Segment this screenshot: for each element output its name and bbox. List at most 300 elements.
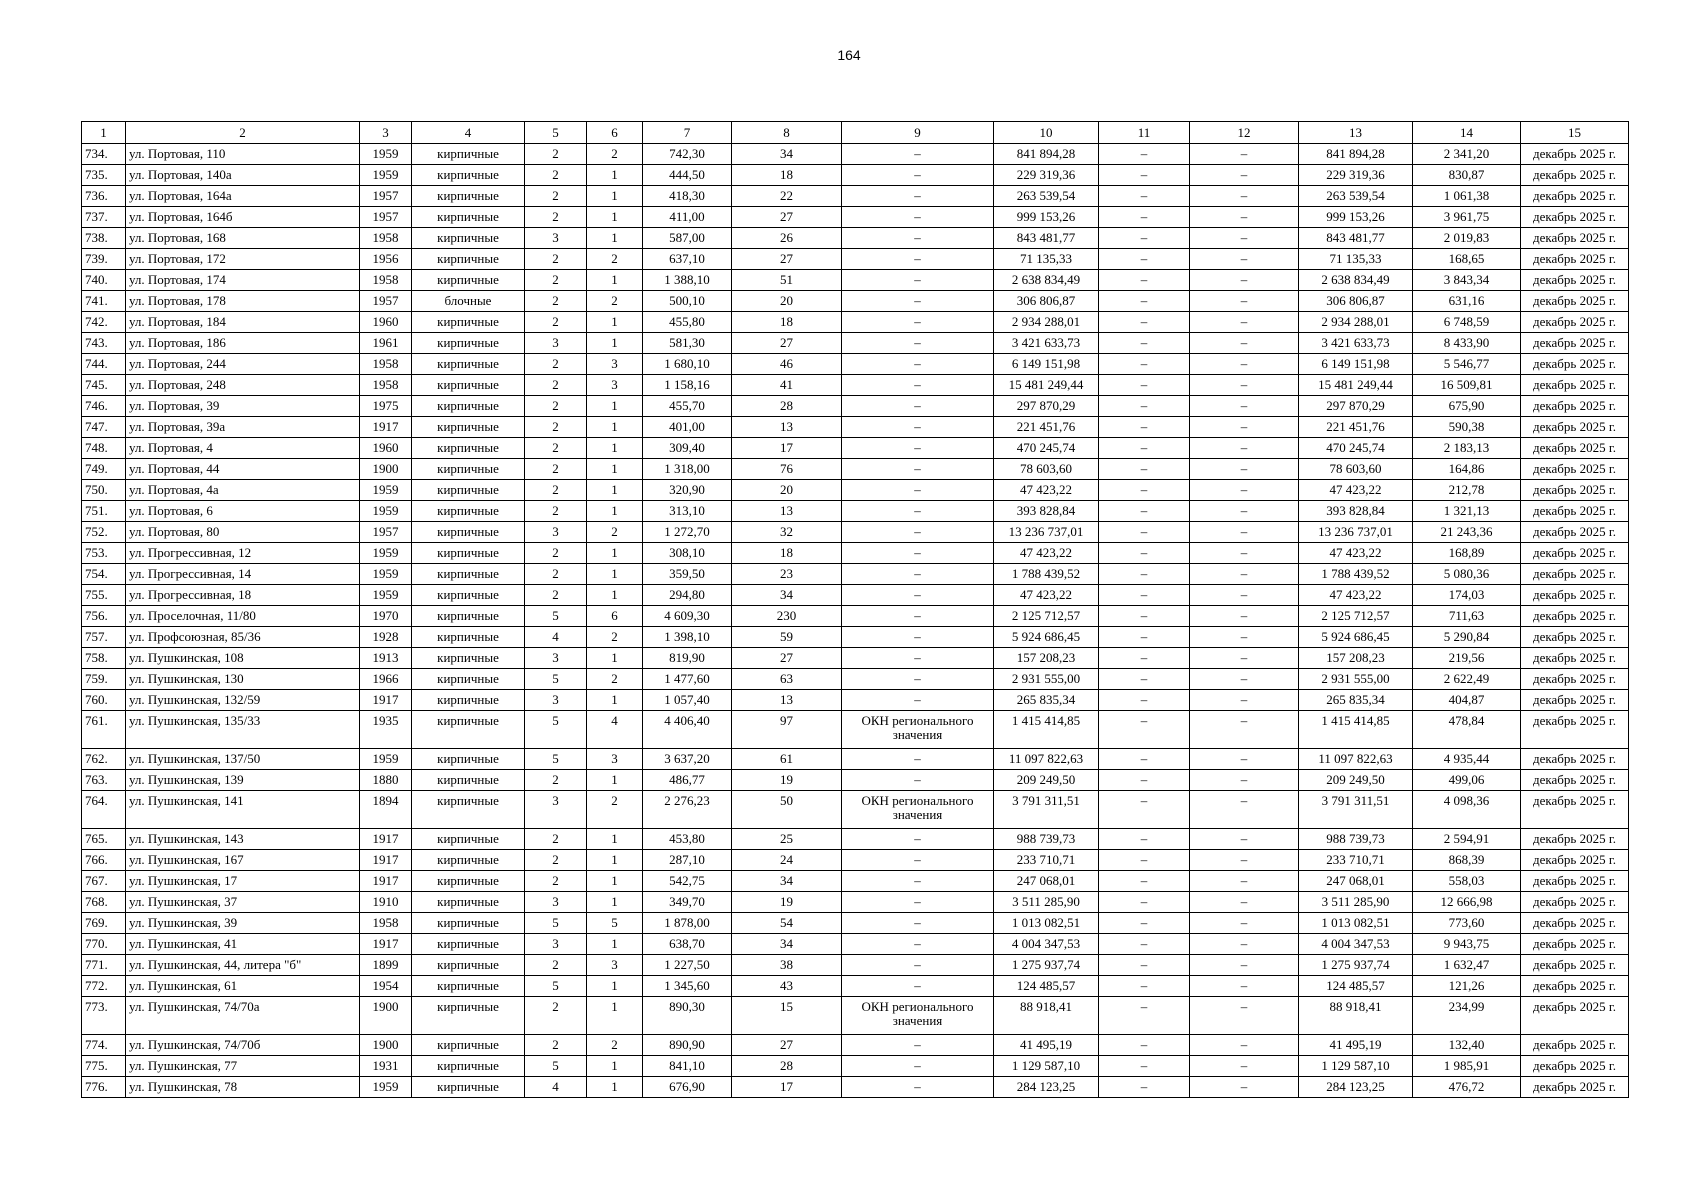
cell-floors: 2 <box>525 375 587 396</box>
cell-cost-col-11: – <box>1099 207 1190 228</box>
cell-address: ул. Пушкинская, 39 <box>126 913 360 934</box>
cell-cost-per-unit: 1 632,47 <box>1413 955 1521 976</box>
cell-row-number: 766. <box>82 850 126 871</box>
cell-cost-col-12: – <box>1190 501 1299 522</box>
cell-cost-col-13: 47 423,22 <box>1299 480 1413 501</box>
table-row <box>82 333 1629 354</box>
cell-address: ул. Проселочная, 11/80 <box>126 606 360 627</box>
cell-cost-col-11: – <box>1099 955 1190 976</box>
cell-completion-date: декабрь 2025 г. <box>1521 228 1629 249</box>
cell-cost-col-13: 157 208,23 <box>1299 648 1413 669</box>
cell-row-number: 744. <box>82 354 126 375</box>
cell-residents: 19 <box>732 892 842 913</box>
cell-address: ул. Пушкинская, 44, литера "б" <box>126 955 360 976</box>
cell-year-built: 1931 <box>360 1056 412 1077</box>
cell-year-built: 1894 <box>360 791 412 829</box>
cell-entrances: 1 <box>587 871 643 892</box>
cell-completion-date: декабрь 2025 г. <box>1521 501 1629 522</box>
cell-entrances: 2 <box>587 249 643 270</box>
cell-entrances: 1 <box>587 997 643 1035</box>
cell-heritage-status: – <box>842 829 994 850</box>
cell-cost-col-12: – <box>1190 892 1299 913</box>
cell-year-built: 1917 <box>360 934 412 955</box>
cell-residents: 97 <box>732 711 842 749</box>
cell-cost-col-13: 5 924 686,45 <box>1299 627 1413 648</box>
cell-address: ул. Портовая, 39 <box>126 396 360 417</box>
cell-wall-material: кирпичные <box>412 871 525 892</box>
cell-cost-col-12: – <box>1190 354 1299 375</box>
cell-heritage-status: – <box>842 312 994 333</box>
cell-cost-per-unit: 164,86 <box>1413 459 1521 480</box>
cell-floors: 2 <box>525 955 587 976</box>
cell-completion-date: декабрь 2025 г. <box>1521 144 1629 165</box>
cell-heritage-status: – <box>842 501 994 522</box>
cell-area: 4 609,30 <box>643 606 732 627</box>
cell-cost-col-11: – <box>1099 749 1190 770</box>
cell-cost-col-13: 843 481,77 <box>1299 228 1413 249</box>
cell-completion-date: декабрь 2025 г. <box>1521 648 1629 669</box>
cell-cost-col-13: 3 421 633,73 <box>1299 333 1413 354</box>
table-row <box>82 892 1629 913</box>
cell-wall-material: кирпичные <box>412 186 525 207</box>
cell-heritage-status: – <box>842 871 994 892</box>
cell-row-number: 739. <box>82 249 126 270</box>
cell-heritage-status: – <box>842 564 994 585</box>
cell-cost-per-unit: 3 843,34 <box>1413 270 1521 291</box>
cell-wall-material: кирпичные <box>412 770 525 791</box>
cell-address: ул. Пушкинская, 74/70б <box>126 1035 360 1056</box>
table-row <box>82 543 1629 564</box>
cell-row-number: 742. <box>82 312 126 333</box>
cell-entrances: 2 <box>587 144 643 165</box>
cell-completion-date: декабрь 2025 г. <box>1521 791 1629 829</box>
cell-heritage-status: – <box>842 892 994 913</box>
cell-year-built: 1970 <box>360 606 412 627</box>
cell-address: ул. Портовая, 184 <box>126 312 360 333</box>
column-header-1: 1 <box>82 122 126 144</box>
cell-floors: 2 <box>525 354 587 375</box>
cell-heritage-status: – <box>842 438 994 459</box>
cell-address: ул. Портовая, 174 <box>126 270 360 291</box>
cell-cost-total: 263 539,54 <box>994 186 1099 207</box>
cell-cost-col-13: 11 097 822,63 <box>1299 749 1413 770</box>
cell-row-number: 769. <box>82 913 126 934</box>
cell-entrances: 5 <box>587 913 643 934</box>
cell-area: 320,90 <box>643 480 732 501</box>
cell-completion-date: декабрь 2025 г. <box>1521 711 1629 749</box>
cell-year-built: 1959 <box>360 585 412 606</box>
table-row <box>82 417 1629 438</box>
cell-completion-date: декабрь 2025 г. <box>1521 291 1629 312</box>
cell-cost-per-unit: 4 098,36 <box>1413 791 1521 829</box>
cell-heritage-status: – <box>842 186 994 207</box>
cell-entrances: 3 <box>587 749 643 770</box>
cell-area: 1 477,60 <box>643 669 732 690</box>
cell-floors: 3 <box>525 791 587 829</box>
cell-area: 1 318,00 <box>643 459 732 480</box>
cell-row-number: 756. <box>82 606 126 627</box>
cell-floors: 5 <box>525 711 587 749</box>
cell-floors: 2 <box>525 291 587 312</box>
cell-cost-per-unit: 8 433,90 <box>1413 333 1521 354</box>
cell-row-number: 746. <box>82 396 126 417</box>
cell-cost-col-13: 2 931 555,00 <box>1299 669 1413 690</box>
cell-completion-date: декабрь 2025 г. <box>1521 892 1629 913</box>
cell-cost-col-13: 6 149 151,98 <box>1299 354 1413 375</box>
cell-year-built: 1958 <box>360 270 412 291</box>
cell-area: 444,50 <box>643 165 732 186</box>
cell-floors: 2 <box>525 585 587 606</box>
cell-area: 742,30 <box>643 144 732 165</box>
cell-cost-col-11: – <box>1099 913 1190 934</box>
cell-cost-col-11: – <box>1099 585 1190 606</box>
cell-completion-date: декабрь 2025 г. <box>1521 770 1629 791</box>
cell-area: 587,00 <box>643 228 732 249</box>
cell-row-number: 737. <box>82 207 126 228</box>
cell-completion-date: декабрь 2025 г. <box>1521 333 1629 354</box>
cell-cost-col-11: – <box>1099 791 1190 829</box>
cell-row-number: 749. <box>82 459 126 480</box>
cell-cost-col-12: – <box>1190 1056 1299 1077</box>
cell-cost-col-11: – <box>1099 354 1190 375</box>
table-row <box>82 186 1629 207</box>
cell-cost-col-11: – <box>1099 333 1190 354</box>
cell-address: ул. Пушкинская, 132/59 <box>126 690 360 711</box>
cell-entrances: 1 <box>587 438 643 459</box>
column-header-8: 8 <box>732 122 842 144</box>
cell-year-built: 1960 <box>360 312 412 333</box>
cell-floors: 2 <box>525 501 587 522</box>
cell-residents: 13 <box>732 501 842 522</box>
cell-year-built: 1917 <box>360 690 412 711</box>
column-header-3: 3 <box>360 122 412 144</box>
cell-cost-per-unit: 476,72 <box>1413 1077 1521 1098</box>
column-header-4: 4 <box>412 122 525 144</box>
cell-year-built: 1917 <box>360 850 412 871</box>
cell-wall-material: кирпичные <box>412 417 525 438</box>
cell-residents: 13 <box>732 417 842 438</box>
cell-entrances: 2 <box>587 1035 643 1056</box>
cell-entrances: 1 <box>587 480 643 501</box>
table-row <box>82 480 1629 501</box>
cell-residents: 13 <box>732 690 842 711</box>
cell-floors: 2 <box>525 997 587 1035</box>
cell-cost-total: 71 135,33 <box>994 249 1099 270</box>
cell-floors: 3 <box>525 522 587 543</box>
column-header-13: 13 <box>1299 122 1413 144</box>
cell-heritage-status: – <box>842 1035 994 1056</box>
cell-row-number: 767. <box>82 871 126 892</box>
cell-cost-col-12: – <box>1190 333 1299 354</box>
cell-residents: 46 <box>732 354 842 375</box>
cell-cost-col-12: – <box>1190 997 1299 1035</box>
cell-address: ул. Пушкинская, 61 <box>126 976 360 997</box>
cell-heritage-status: – <box>842 1056 994 1077</box>
cell-cost-col-12: – <box>1190 690 1299 711</box>
cell-cost-per-unit: 2 183,13 <box>1413 438 1521 459</box>
column-header-11: 11 <box>1099 122 1190 144</box>
cell-row-number: 768. <box>82 892 126 913</box>
cell-area: 500,10 <box>643 291 732 312</box>
cell-address: ул. Пушкинская, 167 <box>126 850 360 871</box>
cell-cost-per-unit: 16 509,81 <box>1413 375 1521 396</box>
cell-cost-per-unit: 6 748,59 <box>1413 312 1521 333</box>
cell-residents: 76 <box>732 459 842 480</box>
cell-entrances: 3 <box>587 354 643 375</box>
cell-heritage-status: ОКН регионального значения <box>842 791 994 829</box>
cell-area: 1 345,60 <box>643 976 732 997</box>
cell-cost-col-11: – <box>1099 480 1190 501</box>
cell-cost-per-unit: 1 321,13 <box>1413 501 1521 522</box>
cell-cost-per-unit: 174,03 <box>1413 585 1521 606</box>
cell-wall-material: кирпичные <box>412 648 525 669</box>
table-row <box>82 669 1629 690</box>
cell-address: ул. Пушкинская, 137/50 <box>126 749 360 770</box>
cell-residents: 27 <box>732 1035 842 1056</box>
cell-entrances: 1 <box>587 690 643 711</box>
cell-residents: 18 <box>732 165 842 186</box>
cell-cost-total: 2 125 712,57 <box>994 606 1099 627</box>
cell-cost-per-unit: 1 985,91 <box>1413 1056 1521 1077</box>
cell-cost-col-12: – <box>1190 438 1299 459</box>
header-row <box>82 122 1629 144</box>
cell-cost-total: 470 245,74 <box>994 438 1099 459</box>
cell-heritage-status: – <box>842 627 994 648</box>
cell-year-built: 1900 <box>360 459 412 480</box>
cell-wall-material: кирпичные <box>412 749 525 770</box>
cell-cost-col-11: – <box>1099 892 1190 913</box>
cell-wall-material: кирпичные <box>412 480 525 501</box>
cell-cost-col-13: 124 485,57 <box>1299 976 1413 997</box>
cell-wall-material: кирпичные <box>412 228 525 249</box>
cell-area: 1 878,00 <box>643 913 732 934</box>
cell-area: 453,80 <box>643 829 732 850</box>
cell-row-number: 763. <box>82 770 126 791</box>
cell-wall-material: кирпичные <box>412 606 525 627</box>
cell-entrances: 1 <box>587 829 643 850</box>
cell-cost-col-11: – <box>1099 228 1190 249</box>
cell-address: ул. Пушкинская, 135/33 <box>126 711 360 749</box>
cell-wall-material: кирпичные <box>412 543 525 564</box>
cell-year-built: 1880 <box>360 770 412 791</box>
cell-completion-date: декабрь 2025 г. <box>1521 249 1629 270</box>
cell-floors: 5 <box>525 606 587 627</box>
cell-cost-total: 124 485,57 <box>994 976 1099 997</box>
cell-cost-col-11: – <box>1099 669 1190 690</box>
cell-wall-material: кирпичные <box>412 913 525 934</box>
cell-entrances: 1 <box>587 564 643 585</box>
cell-cost-col-13: 233 710,71 <box>1299 850 1413 871</box>
cell-floors: 2 <box>525 417 587 438</box>
cell-year-built: 1960 <box>360 438 412 459</box>
cell-row-number: 735. <box>82 165 126 186</box>
cell-cost-per-unit: 21 243,36 <box>1413 522 1521 543</box>
cell-floors: 2 <box>525 144 587 165</box>
cell-floors: 3 <box>525 333 587 354</box>
cell-year-built: 1913 <box>360 648 412 669</box>
cell-row-number: 762. <box>82 749 126 770</box>
cell-cost-col-12: – <box>1190 749 1299 770</box>
table-row <box>82 955 1629 976</box>
cell-completion-date: декабрь 2025 г. <box>1521 438 1629 459</box>
cell-wall-material: кирпичные <box>412 585 525 606</box>
cell-cost-col-12: – <box>1190 606 1299 627</box>
cell-cost-col-13: 2 638 834,49 <box>1299 270 1413 291</box>
cell-row-number: 754. <box>82 564 126 585</box>
cell-completion-date: декабрь 2025 г. <box>1521 749 1629 770</box>
cell-floors: 2 <box>525 459 587 480</box>
table-row <box>82 997 1629 1035</box>
cell-row-number: 736. <box>82 186 126 207</box>
cell-cost-total: 88 918,41 <box>994 997 1099 1035</box>
cell-cost-col-13: 4 004 347,53 <box>1299 934 1413 955</box>
cell-completion-date: декабрь 2025 г. <box>1521 270 1629 291</box>
table-row <box>82 690 1629 711</box>
cell-area: 349,70 <box>643 892 732 913</box>
cell-row-number: 753. <box>82 543 126 564</box>
column-header-2: 2 <box>126 122 360 144</box>
cell-cost-per-unit: 830,87 <box>1413 165 1521 186</box>
cell-cost-per-unit: 168,89 <box>1413 543 1521 564</box>
cell-cost-total: 11 097 822,63 <box>994 749 1099 770</box>
cell-area: 581,30 <box>643 333 732 354</box>
table-row <box>82 438 1629 459</box>
cell-area: 455,80 <box>643 312 732 333</box>
cell-cost-per-unit: 132,40 <box>1413 1035 1521 1056</box>
cell-floors: 2 <box>525 564 587 585</box>
cell-completion-date: декабрь 2025 г. <box>1521 690 1629 711</box>
column-header-7: 7 <box>643 122 732 144</box>
cell-completion-date: декабрь 2025 г. <box>1521 396 1629 417</box>
cell-cost-total: 47 423,22 <box>994 585 1099 606</box>
cell-cost-per-unit: 773,60 <box>1413 913 1521 934</box>
cell-cost-col-11: – <box>1099 312 1190 333</box>
cell-cost-col-11: – <box>1099 165 1190 186</box>
cell-cost-col-12: – <box>1190 791 1299 829</box>
cell-residents: 38 <box>732 955 842 976</box>
cell-cost-col-11: – <box>1099 648 1190 669</box>
cell-cost-col-11: – <box>1099 1077 1190 1098</box>
cell-year-built: 1899 <box>360 955 412 976</box>
cell-wall-material: кирпичные <box>412 270 525 291</box>
table-row <box>82 207 1629 228</box>
cell-row-number: 751. <box>82 501 126 522</box>
cell-area: 542,75 <box>643 871 732 892</box>
cell-floors: 2 <box>525 186 587 207</box>
cell-floors: 2 <box>525 438 587 459</box>
cell-cost-total: 157 208,23 <box>994 648 1099 669</box>
cell-area: 411,00 <box>643 207 732 228</box>
cell-entrances: 1 <box>587 850 643 871</box>
cell-year-built: 1959 <box>360 564 412 585</box>
cell-area: 308,10 <box>643 543 732 564</box>
cell-wall-material: кирпичные <box>412 711 525 749</box>
cell-completion-date: декабрь 2025 г. <box>1521 165 1629 186</box>
cell-heritage-status: – <box>842 144 994 165</box>
cell-wall-material: кирпичные <box>412 501 525 522</box>
cell-entrances: 6 <box>587 606 643 627</box>
cell-cost-total: 1 013 082,51 <box>994 913 1099 934</box>
cell-wall-material: кирпичные <box>412 669 525 690</box>
cell-area: 455,70 <box>643 396 732 417</box>
cell-floors: 2 <box>525 1035 587 1056</box>
cell-cost-col-11: – <box>1099 871 1190 892</box>
cell-completion-date: декабрь 2025 г. <box>1521 564 1629 585</box>
cell-address: ул. Портовая, 6 <box>126 501 360 522</box>
cell-cost-total: 393 828,84 <box>994 501 1099 522</box>
cell-wall-material: кирпичные <box>412 1077 525 1098</box>
column-header-10: 10 <box>994 122 1099 144</box>
cell-floors: 2 <box>525 249 587 270</box>
cell-area: 841,10 <box>643 1056 732 1077</box>
table-row <box>82 850 1629 871</box>
cell-cost-col-13: 1 415 414,85 <box>1299 711 1413 749</box>
cell-cost-col-12: – <box>1190 270 1299 291</box>
cell-row-number: 764. <box>82 791 126 829</box>
cell-cost-col-12: – <box>1190 249 1299 270</box>
cell-address: ул. Портовая, 39а <box>126 417 360 438</box>
cell-area: 1 158,16 <box>643 375 732 396</box>
cell-area: 1 057,40 <box>643 690 732 711</box>
cell-address: ул. Пушкинская, 143 <box>126 829 360 850</box>
cell-floors: 5 <box>525 669 587 690</box>
table-row <box>82 1056 1629 1077</box>
cell-cost-col-13: 2 934 288,01 <box>1299 312 1413 333</box>
cell-entrances: 1 <box>587 976 643 997</box>
cell-wall-material: кирпичные <box>412 892 525 913</box>
cell-row-number: 748. <box>82 438 126 459</box>
cell-cost-per-unit: 121,26 <box>1413 976 1521 997</box>
cell-address: ул. Портовая, 186 <box>126 333 360 354</box>
cell-cost-col-13: 2 125 712,57 <box>1299 606 1413 627</box>
cell-entrances: 1 <box>587 333 643 354</box>
table-row <box>82 249 1629 270</box>
cell-cost-col-13: 88 918,41 <box>1299 997 1413 1035</box>
cell-year-built: 1961 <box>360 333 412 354</box>
cell-completion-date: декабрь 2025 г. <box>1521 829 1629 850</box>
cell-completion-date: декабрь 2025 г. <box>1521 354 1629 375</box>
cell-cost-per-unit: 1 061,38 <box>1413 186 1521 207</box>
cell-cost-total: 2 934 288,01 <box>994 312 1099 333</box>
cell-completion-date: декабрь 2025 г. <box>1521 207 1629 228</box>
cell-year-built: 1959 <box>360 543 412 564</box>
cell-floors: 2 <box>525 850 587 871</box>
cell-wall-material: кирпичные <box>412 934 525 955</box>
cell-floors: 5 <box>525 913 587 934</box>
cell-year-built: 1956 <box>360 249 412 270</box>
cell-address: ул. Портовая, 248 <box>126 375 360 396</box>
cell-year-built: 1958 <box>360 354 412 375</box>
cell-cost-col-12: – <box>1190 522 1299 543</box>
cell-cost-col-11: – <box>1099 1035 1190 1056</box>
column-header-9: 9 <box>842 122 994 144</box>
cell-address: ул. Пушкинская, 37 <box>126 892 360 913</box>
cell-cost-col-13: 306 806,87 <box>1299 291 1413 312</box>
cell-floors: 2 <box>525 165 587 186</box>
cell-residents: 27 <box>732 648 842 669</box>
column-header-12: 12 <box>1190 122 1299 144</box>
cell-completion-date: декабрь 2025 г. <box>1521 375 1629 396</box>
cell-residents: 17 <box>732 438 842 459</box>
cell-cost-total: 2 638 834,49 <box>994 270 1099 291</box>
cell-row-number: 740. <box>82 270 126 291</box>
cell-address: ул. Прогрессивная, 18 <box>126 585 360 606</box>
cell-residents: 34 <box>732 144 842 165</box>
cell-cost-col-12: – <box>1190 871 1299 892</box>
table-row <box>82 829 1629 850</box>
cell-cost-col-12: – <box>1190 144 1299 165</box>
cell-area: 1 388,10 <box>643 270 732 291</box>
